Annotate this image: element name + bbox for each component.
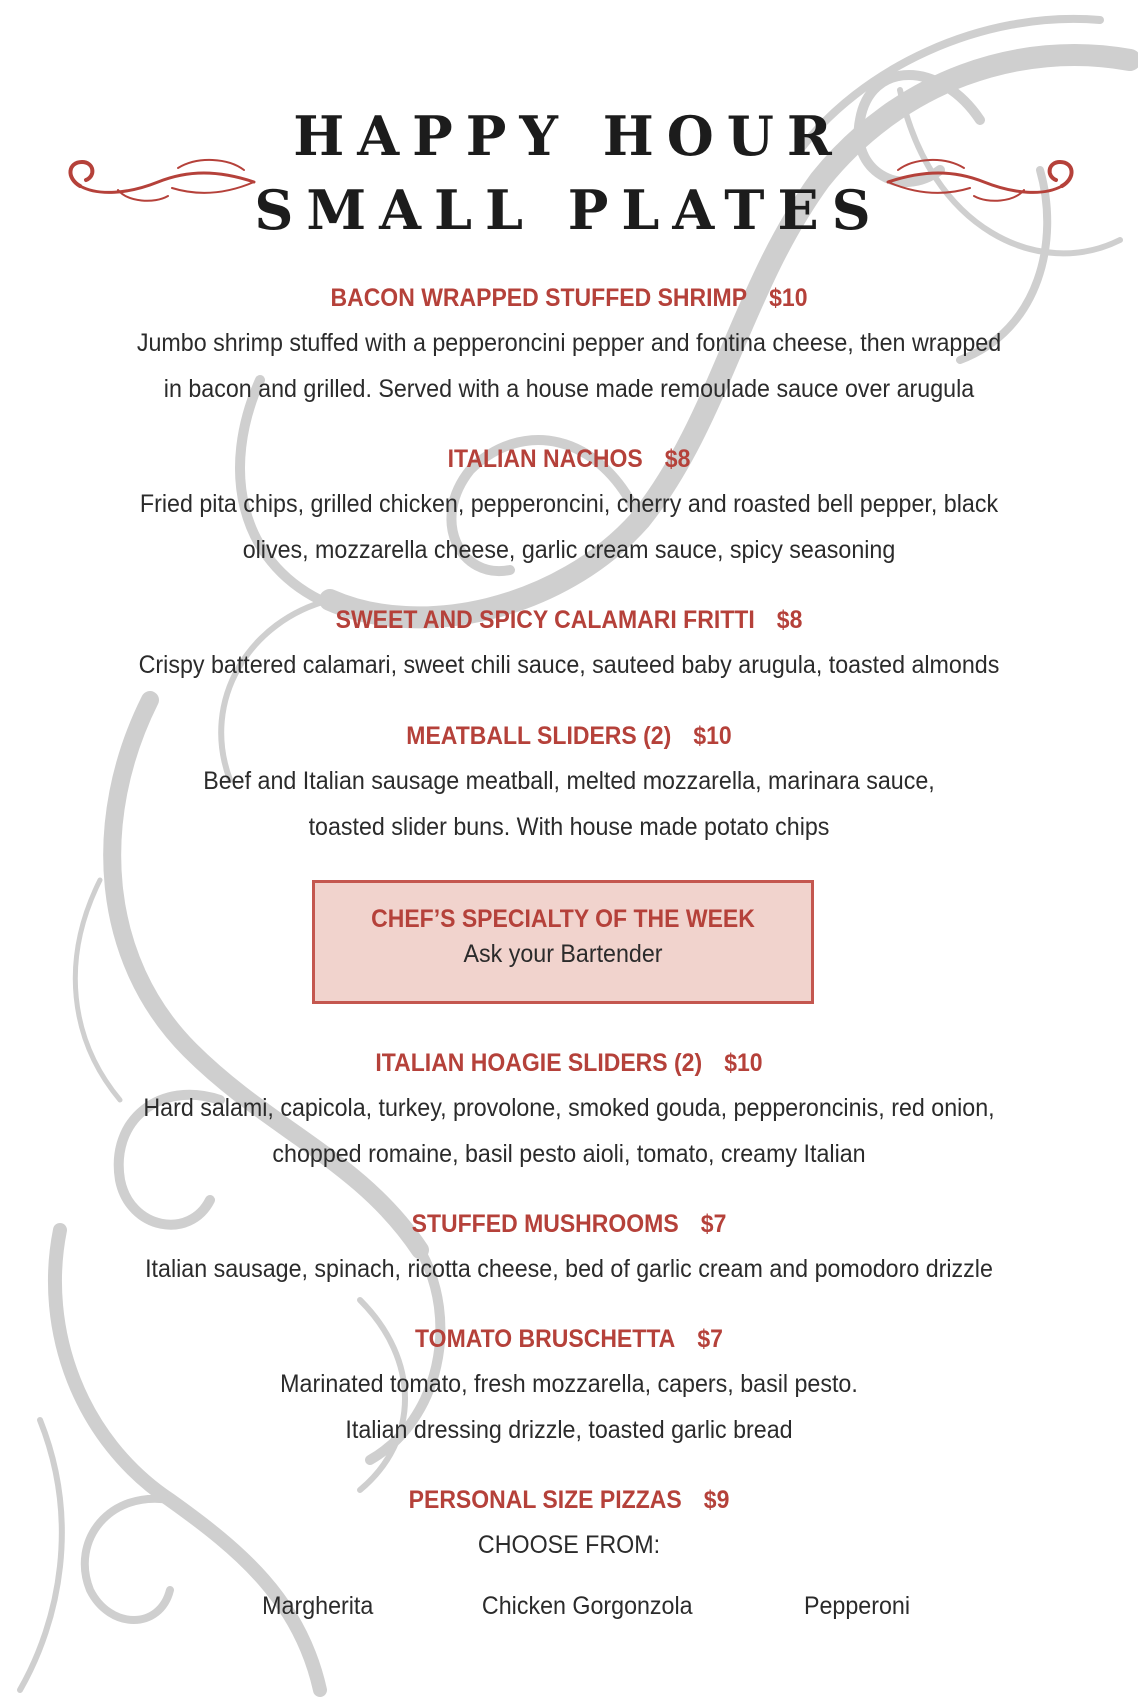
menu-item-price: $8 <box>776 606 803 634</box>
menu-item-tomato-bruschetta <box>60 1323 1078 1453</box>
menu-title-line1: HAPPY HOUR <box>293 104 845 168</box>
chefs-special-title: CHEF’S SPECIALTY OF THE WEEK <box>371 905 755 933</box>
menu-item-name: BACON WRAPPED STUFFED SHRIMP <box>330 284 748 312</box>
description-line: Fried pita chips, grilled chicken, pepperoncini, cherry and roasted bell pepper, black <box>139 490 999 518</box>
menu-item-description <box>96 1361 1043 1453</box>
menu-item-personal-pizzas <box>60 1484 1078 1568</box>
menu-item-price: $7 <box>697 1325 723 1353</box>
menu-item-description <box>96 758 1043 850</box>
menu-title-line2: SMALL PLATES <box>254 178 884 242</box>
menu-item-heading <box>101 1484 1038 1516</box>
menu-item-description <box>96 642 1043 688</box>
menu-item-stuffed-mushrooms <box>60 1208 1078 1292</box>
menu-item-name: STUFFED MUSHROOMS <box>411 1210 679 1238</box>
description-line: olives, mozzarella cheese, garlic cream sauce, spicy seasoning <box>242 536 896 564</box>
menu-item-description <box>96 320 1043 412</box>
menu-item-name: ITALIAN HOAGIE SLIDERS (2) <box>375 1049 703 1077</box>
description-line: Italian dressing drizzle, toasted garlic bread <box>345 1416 793 1444</box>
description-line: toasted slider buns. With house made potato chips <box>308 813 830 841</box>
menu-item-calamari-fritti <box>60 604 1078 688</box>
description-line: Beef and Italian sausage meatball, melted mozzarella, marinara sauce, <box>203 767 935 795</box>
menu-item-description <box>96 1522 1043 1568</box>
description-line: chopped romaine, basil pesto aioli, tomato, creamy Italian <box>272 1140 866 1168</box>
pizza-option: Margherita <box>262 1592 374 1620</box>
description-line: Jumbo shrimp stuffed with a pepperoncini pepper and fontina cheese, then wrapped <box>136 329 1002 357</box>
chefs-special-subtitle: Ask your Bartender <box>463 940 663 968</box>
left-flourish-ornament <box>58 152 258 212</box>
description-line: Hard salami, capicola, turkey, provolone, smoked gouda, pepperoncinis, red onion, <box>143 1094 995 1122</box>
menu-item-description <box>96 1085 1043 1177</box>
menu-item-name: PERSONAL SIZE PIZZAS <box>408 1486 682 1514</box>
menu-item-price: $8 <box>664 445 691 473</box>
description-line: Crispy battered calamari, sweet chili sauce, sauteed baby arugula, toasted almonds <box>138 651 1000 679</box>
menu-item-description <box>96 1246 1043 1292</box>
menu-item-heading <box>101 282 1038 314</box>
pizza-option: Chicken Gorgonzola <box>481 1592 693 1620</box>
pizza-options <box>0 1592 1138 1632</box>
menu-item-heading <box>101 720 1038 752</box>
menu-item-price: $10 <box>724 1049 763 1077</box>
menu-item-heading <box>101 1047 1038 1079</box>
pizza-option: Pepperoni <box>803 1592 910 1620</box>
menu-item-heading <box>101 1208 1038 1240</box>
menu-item-name: MEATBALL SLIDERS (2) <box>406 722 672 750</box>
description-line: Italian sausage, spinach, ricotta cheese, bed of garlic cream and pomodoro drizzle <box>145 1255 993 1283</box>
menu-item-meatball-sliders <box>60 720 1078 850</box>
menu-item-description <box>96 481 1043 573</box>
chefs-special-box <box>312 880 814 1004</box>
menu-item-bacon-wrapped-shrimp <box>60 282 1078 412</box>
menu-item-hoagie-sliders <box>60 1047 1078 1177</box>
menu-item-name: SWEET AND SPICY CALAMARI FRITTI <box>335 606 755 634</box>
menu-item-italian-nachos <box>60 443 1078 573</box>
description-line: CHOOSE FROM: <box>477 1531 661 1559</box>
menu-item-name: TOMATO BRUSCHETTA <box>415 1325 676 1353</box>
menu-item-price: $7 <box>700 1210 727 1238</box>
menu-item-name: ITALIAN NACHOS <box>447 445 643 473</box>
menu-item-price: $9 <box>703 1486 730 1514</box>
description-line: in bacon and grilled. Served with a house made remoulade sauce over arugula <box>163 375 975 403</box>
description-line: Marinated tomato, fresh mozzarella, capers, basil pesto. <box>280 1370 858 1398</box>
menu-item-price: $10 <box>769 284 808 312</box>
right-flourish-ornament <box>884 152 1084 212</box>
menu-item-heading <box>101 604 1038 636</box>
menu-item-heading <box>101 1323 1038 1355</box>
menu-item-price: $10 <box>693 722 732 750</box>
menu-item-heading <box>101 443 1038 475</box>
